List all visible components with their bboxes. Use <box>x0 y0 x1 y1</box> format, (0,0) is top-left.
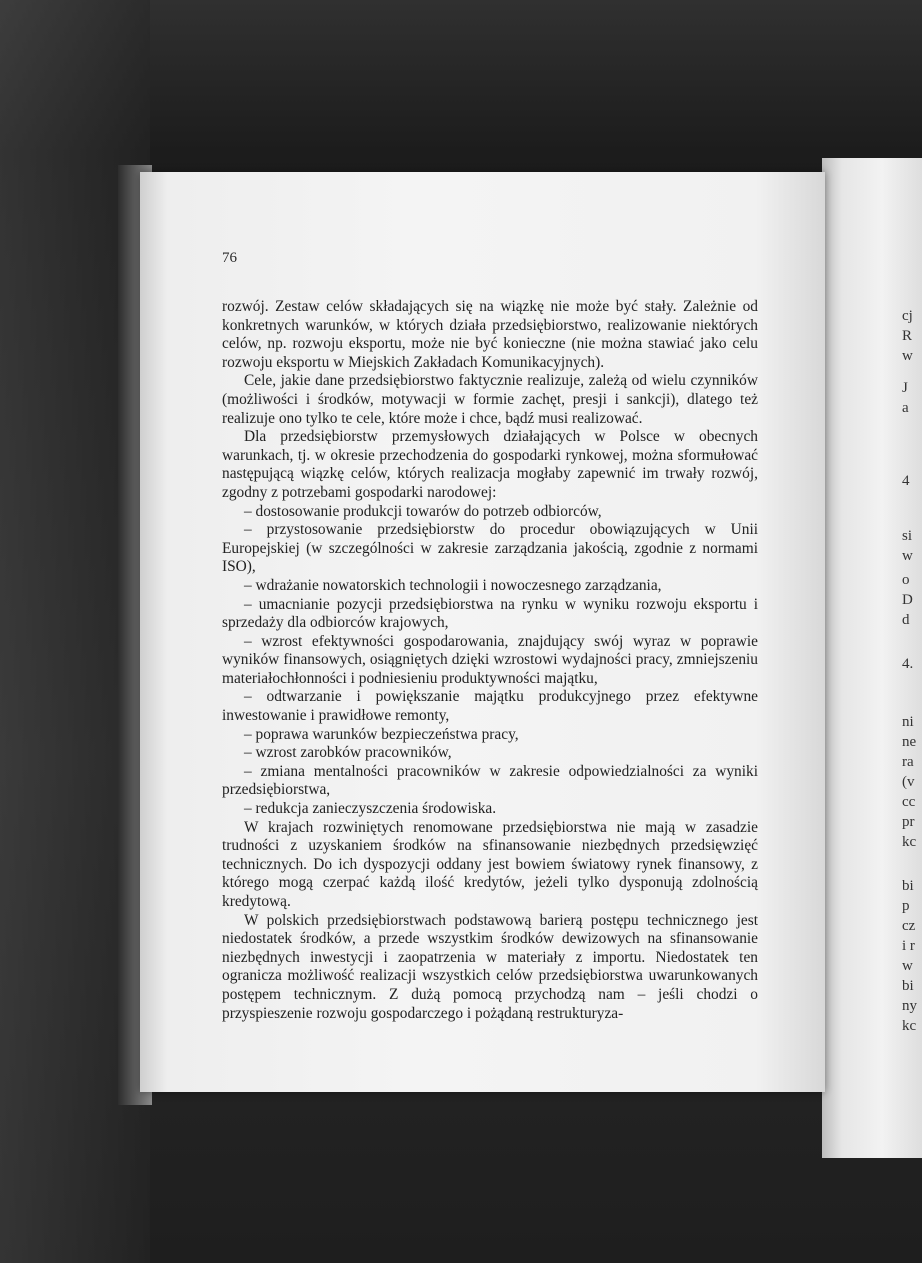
adjacent-fragment: (v <box>902 774 915 790</box>
list-item: – wdrażanie nowatorskich technologii i nowoczesnego zarządzania, <box>244 576 662 594</box>
adjacent-fragment: o <box>902 572 910 588</box>
adjacent-fragment: ni <box>902 714 914 730</box>
list-item: – umacnianie pozycji przedsiębiorstwa na rynku w wyniku rozwoju eksportu i sprzedaży dla odbiorców krajowych, <box>222 595 758 632</box>
list-item: – wzrost efektywności gospodarowania, znajdujący swój wyraz w poprawie wyników finansowych, osiągniętych dzięki wzrostowi wydajności pracy, zmniejszeniu materiałochłonności i podniesieniu produktywności majątku, <box>222 632 758 687</box>
paragraph: W krajach rozwiniętych renomowane przedsiębiorstwa nie mają w zasadzie trudności z uzyskaniem środków na sfinansowanie niezbędnych przedsięwzięć technicznych. Do ich dyspozycji oddany jest bowiem światowy rynek finansowy, z którego mogą czerpać każdą ilość kredytów, jeżeli tylko dysponują zdolnością kredytową. <box>222 818 758 910</box>
paragraph: Dla przedsiębiorstw przemysłowych działających w Polsce w obecnych warunkach, tj. w okresie przechodzenia do gospodarki rynkowej, można sformułować następującą wiązkę celów, których realizacja mogłaby zapewnić im trwały rozwój, zgodny z potrzebami gospodarki narodowej: <box>222 428 758 501</box>
adjacent-fragment: w <box>902 548 913 564</box>
adjacent-fragment: R <box>902 328 913 344</box>
adjacent-fragment: kc <box>902 1018 917 1034</box>
adjacent-fragment: w <box>902 348 913 364</box>
list-item: – zmiana mentalności pracowników w zakresie odpowiedzialności za wyniki przedsiębiorstwa, <box>222 762 758 799</box>
adjacent-fragment: p <box>902 898 910 914</box>
list-item: – redukcja zanieczyszczenia środowiska. <box>244 800 497 818</box>
adjacent-fragment: ra <box>902 754 914 770</box>
adjacent-fragment: 4 <box>902 473 910 489</box>
list-item: – przystosowanie przedsiębiorstw do procedur obowiązujących w Unii Europejskiej (w szczególności w zakresie zarządzania jakością, zgodnie z normami ISO), <box>222 521 758 576</box>
adjacent-fragment: ny <box>902 998 917 1014</box>
paragraph: rozwój. Zestaw celów składających się na wiązkę nie może być stały. Zależnie od konkretnych warunków, w których działa przedsiębiorstwo, realizowanie niektórych celów, np. rozwoju eksportu, może nie być konieczne (nie można stawiać jako celu rozwoju eksportu w Miejskich Zakładach Komunikacyjnych). <box>222 298 758 371</box>
adjacent-fragment: 4. <box>902 656 914 672</box>
adjacent-fragment: cz <box>902 918 916 934</box>
adjacent-fragment: bi <box>902 978 914 994</box>
adjacent-fragment: J <box>902 380 908 396</box>
adjacent-fragment: D <box>902 592 913 608</box>
list-item: – dostosowanie produkcji towarów do potrzeb odbiorców, <box>244 502 602 520</box>
adjacent-fragment: a <box>902 400 909 416</box>
adjacent-fragment: cc <box>902 794 916 810</box>
page-number: 76 <box>222 250 237 266</box>
adjacent-fragment: cj <box>902 308 913 324</box>
paragraph: Cele, jakie dane przedsiębiorstwo faktycznie realizuje, zależą od wielu czynników (możliwości i środków, motywacji w formie zachęt, presji i sankcji), dlatego też realizuje ono tylko te cele, które może i chce, bądź musi realizować. <box>222 372 758 427</box>
adjacent-fragment: d <box>902 612 910 628</box>
adjacent-fragment: pr <box>902 814 915 830</box>
paragraph: W polskich przedsiębiorstwach podstawową barierą postępu technicznego jest niedostatek środków, a przede wszystkim środków dewizowych na sfinansowanie niezbędnych inwestycji i zaopatrzenia w materiały z importu. Niedostatek ten ogranicza możliwość realizacji wszystkich celów przedsiębiorstwa uwarunkowanych postępem technicznym. Z dużą pomocą przychodzą nam – jeśli chodzi o przyspieszenie rozwoju gospodarczego i pożądaną restrukturyza- <box>222 911 758 1022</box>
adjacent-fragment: ne <box>902 734 917 750</box>
list-item: – poprawa warunków bezpieczeństwa pracy, <box>244 725 519 743</box>
list-item: – odtwarzanie i powiększanie majątku produkcyjnego przez efektywne inwestowanie i prawidłowe remonty, <box>222 688 758 725</box>
adjacent-page <box>822 158 922 1158</box>
adjacent-fragment: i r <box>902 938 915 954</box>
list-item: – wzrost zarobków pracowników, <box>244 744 452 762</box>
body-text <box>222 298 758 1023</box>
adjacent-fragment: si <box>902 528 913 544</box>
adjacent-fragment: w <box>902 958 913 974</box>
adjacent-fragment: kc <box>902 834 917 850</box>
adjacent-fragment: bi <box>902 878 914 894</box>
